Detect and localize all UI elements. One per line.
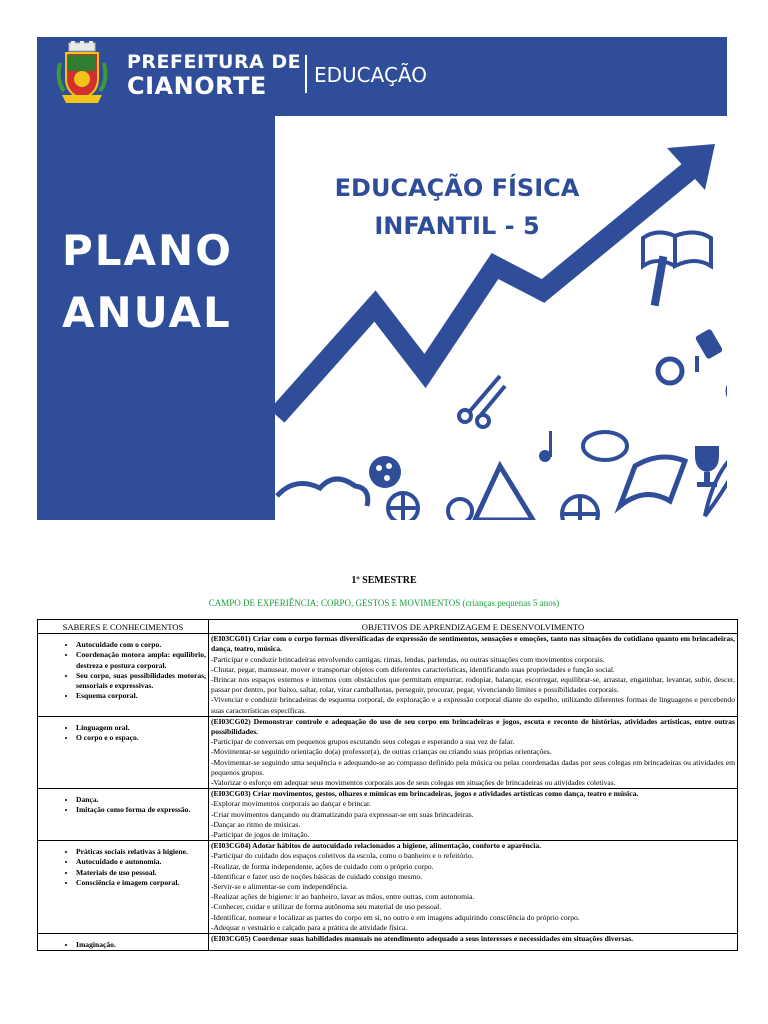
header-divider [305,55,307,93]
objective-item: -Explorar movimentos corporais ao dançar e brincar. [211,799,372,809]
subject-title-line1: EDUCAÇÃO FÍSICA [334,174,580,202]
department-name: EDUCAÇÃO [314,63,428,87]
objective-item: -Valorizar o esforço em adequar seus movimentos corporais aos de seus colegas em situações de brincadeiras ou atividades coletivas. [211,778,616,788]
objective-item: -Adequar o vestuário e calçado para a prática de atividade física. [211,922,408,932]
open-book-icon [620,457,685,506]
objective-item: -Conhecer, cuidar e utilizar de forma autônoma seu material de uso pessoal. [211,902,442,912]
column-header-saberes: SABERES E CONHECIMENTOS [38,620,209,634]
table-row [38,634,738,717]
objective-item: -Chutar, pegar, manusear, mover e transportar objetos com diferentes características, identificando suas propriedades e função social. [211,664,615,674]
objetivos-cell [209,634,738,717]
objective-item: -Participar de conversas em pequenos grupos escutando seus colegas e esperando a sua vez de falar. [211,737,515,747]
saberes-cell [38,716,209,788]
ruler-triangle-icon [475,466,533,520]
scissors-icon [459,376,505,427]
saberes-item: • Consciência e imagem corporal. [76,878,206,888]
saberes-item: • Imitação como forma de expressão. [76,805,206,815]
saberes-list [40,841,206,888]
saberes-item: • O corpo e o espaço. [76,733,206,743]
objective-item: -Identificar, nomear e localizar as partes do corpo em si, no outro e em imagens adquirindo consciência do próprio corpo. [211,912,580,922]
objective-item: -Participar de jogos de imitação. [211,830,310,840]
saberes-cell [38,634,209,717]
city-crest-icon [52,41,112,107]
ball-icon [388,493,418,520]
cover-banner [37,37,727,520]
saberes-cell [38,934,209,951]
saberes-list [40,789,206,815]
objective-item: -Servir-se e alimentar-se com independência. [211,882,348,892]
learning-objectives-table [37,619,738,951]
saberes-item: • Autocuidado com o corpo. [76,640,206,650]
objective-item: -Participar e conduzir brincadeiras envolvendo cantigas, rimas, lendas, parlendas, ou outras situações com movimentos corporais. [211,654,605,664]
table-row [38,934,738,951]
objective-item: -Participar do cuidado dos espaços coletivos da escola, como o banheiro e o refeitório. [211,851,474,861]
speech-bubble-icon [583,432,627,460]
saberes-item: • Dança. [76,795,206,805]
objective-code-heading: (EI03CG03) Criar movimentos, gestos, olhares e mímicas em brincadeiras, jogos e atividades artísticas como dança, teatro e música. [211,789,639,799]
saberes-item: • Linguagem oral. [76,723,206,733]
objective-code-heading: (EI03CG05) Coordenar suas habilidades manuais no atendimento adequado a seus interesses e necessidades em situações diversas. [211,934,634,944]
semester-heading: 1º SEMESTRE [351,575,417,586]
cloud-icon [277,479,368,506]
saberes-item: • Coordenação motora ampla: equilíbrio, destreza e postura corporal. [76,650,206,670]
table-row [38,841,738,934]
cover-title [62,220,233,344]
saberes-cell [38,841,209,934]
objective-item: -Vivenciar e conduzir brincadeiras de esquema corporal, de exploração e a expressão corporal diante do espelho, utilizando diferentes formas de linguagens e percebendo suas características específicas. [211,695,735,715]
experience-field-heading: CAMPO DE EXPERIÊNCIA: CORPO, GESTOS E MOVIMENTOS (crianças pequenas 5 anos) [208,598,560,608]
objective-item: -Brincar nos espaços externos e internos com obstáculos que permitam empurrar, rodopiar, balançar, escorregar, equilibrar-se, arrastar, engatinhar, levantar, subir, descer, passar por dentro, por baixo, saltar, rolar, virar cambalhotas, perseguir, procurar, pegar, vivenciando limites e possibilidades corporais. [211,675,735,695]
saberes-list [40,634,206,701]
objective-item: -Realizar, de forma independente, ações de cuidado com o próprio corpo. [211,861,434,871]
palette-icon [369,456,401,488]
prefecture-name-line2: CIANORTE [127,72,267,100]
desk-lamp-icon [695,328,724,372]
objective-item: -Criar movimentos dançando ou dramatizando para expressar-se em suas brincadeiras. [211,809,474,819]
objetivos-cell [209,789,738,841]
saberes-item: • Práticas sociais relativas à higiene. [76,847,206,857]
cover-title-line2: ANUAL [62,288,232,337]
objective-item: -Movimentar-se seguindo uma sequência e adequando-se ao compasso definido pela música ou pelas coordenadas dadas por seus colegas em brincadeiras ou atividades em pequenos grupos. [211,757,735,777]
magnifier-icon [658,359,682,383]
objetivos-cell [209,841,738,934]
objective-code-heading: (EI03CG02) Demonstrar controle e adequação do uso de seu corpo em brincadeiras e jogos, escuta e reconto de histórias, atividades artísticas, entre outras possibilidades. [211,716,735,737]
saberes-item: • Materiais de uso pessoal. [76,868,206,878]
table-row [38,716,738,788]
saberes-item: • Seu corpo, suas possibilidades motoras, sensoriais e expressivas. [76,671,206,691]
objective-item: -Realizar ações de higiene: ir ao banheiro, lavar as mãos, entre outras, com autonomia. [211,892,475,902]
saberes-item: • Imaginação. [76,940,206,950]
book-icon [643,232,711,266]
objetivos-cell [209,716,738,788]
prefecture-name-line1: PREFEITURA DE [127,51,302,73]
cover-title-line1: PLANO [62,226,233,275]
subject-title-line2: INFANTIL - 5 [374,212,540,240]
table-row [38,789,738,841]
music-note-icon [539,431,552,462]
objective-code-heading: (EI03CG04) Adotar hábitos de autocuidado relacionados a higiene, alimentação, conforto e aparência. [211,841,542,851]
objective-item: -Identificar e fazer uso de noções básicas de cuidado consigo mesmo. [211,871,423,881]
ball-icon-2 [562,496,598,520]
table-header-row [38,620,738,634]
saberes-list [40,934,206,950]
saberes-cell [38,789,209,841]
lightbulb-icon [448,499,472,520]
objetivos-cell [209,934,738,951]
objective-code-heading: (EI03CG01) Criar com o corpo formas diversificadas de expressão de sentimentos, sensações e emoções, tanto nas situações do cotidiano quanto em brincadeiras, dança, teatro, música. [211,634,735,654]
saberes-item: • Autocuidado e autonomia. [76,857,206,867]
column-header-objetivos: OBJETIVOS DE APRENDIZAGEM E DESENVOLVIMENTO [209,620,738,634]
saberes-list [40,717,206,743]
objective-item: -Dançar ao ritmo de músicas. [211,819,301,829]
saberes-item: • Esquema corporal. [76,691,206,701]
objective-item: -Movimentar-se seguindo orientação do(a) professor(a), de outras crianças ou criando suas próprias orientações. [211,747,552,757]
